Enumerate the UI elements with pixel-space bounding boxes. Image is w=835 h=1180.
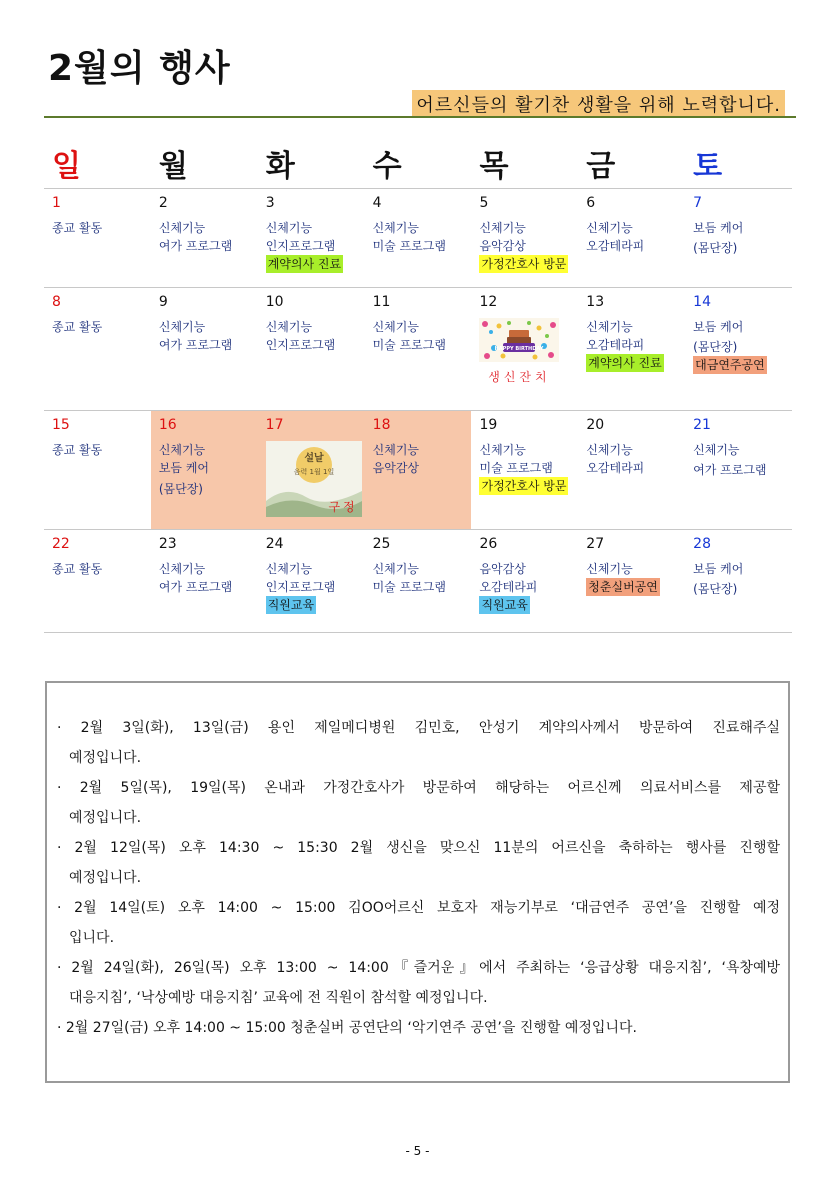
event-label: 신체기능 bbox=[586, 443, 633, 457]
event-label: 보듬 케어 bbox=[693, 562, 744, 576]
event-label: 음악감상 bbox=[479, 239, 526, 253]
calendar-day bbox=[258, 411, 365, 529]
notice-line: 예정입니다. bbox=[69, 750, 142, 766]
event-label: 신체기능 bbox=[586, 562, 633, 576]
event-caption: 생신잔치 bbox=[488, 370, 551, 384]
event-label: 신체기능 bbox=[479, 443, 526, 457]
event-label: 신체기능 bbox=[586, 320, 633, 334]
calendar-day bbox=[471, 411, 578, 529]
notice-line: · 2월 3일(화), 13일(금) 용인 제일메디병원 김민호, 안성기 계약의사께서 방문하여 진료해주실 bbox=[57, 720, 780, 736]
event-label: 신체기능 bbox=[479, 221, 526, 235]
lunar-new-year-image bbox=[266, 441, 362, 517]
event-highlight-tag: 가정간호사 방문 bbox=[481, 479, 567, 493]
calendar-day bbox=[578, 411, 685, 529]
notice-line: 예정입니다. bbox=[69, 870, 142, 886]
day-number: 5 bbox=[479, 195, 489, 211]
event-label: 인지프로그램 bbox=[265, 580, 336, 594]
weekday-label: 일 bbox=[52, 149, 81, 184]
notice-item bbox=[57, 713, 780, 773]
event-label: 오감테라피 bbox=[586, 461, 645, 475]
notice-line: 입니다. bbox=[69, 930, 115, 946]
event-highlight-tag: 대금연주공연 bbox=[695, 358, 765, 372]
day-number: 1 bbox=[52, 195, 61, 211]
birthday-banner-text: HAPPY BIRTHDAY bbox=[495, 346, 544, 352]
day-number: 4 bbox=[372, 195, 382, 211]
title-divider bbox=[44, 116, 796, 118]
calendar-day bbox=[258, 288, 365, 410]
calendar-day bbox=[151, 411, 258, 529]
calendar-day bbox=[471, 530, 578, 632]
event-label: (몸단장) bbox=[693, 241, 738, 255]
page-title: 2월의 행사 bbox=[48, 48, 231, 89]
weekday-label: 수 bbox=[372, 149, 402, 184]
day-number: 10 bbox=[265, 294, 284, 310]
calendar-day bbox=[365, 530, 472, 632]
event-label: 미술 프로그램 bbox=[372, 239, 446, 253]
day-number: 16 bbox=[158, 417, 177, 433]
seollal-title: 설날 bbox=[303, 453, 324, 464]
day-number: 25 bbox=[372, 536, 391, 552]
event-label: (몸단장) bbox=[693, 340, 738, 354]
weekday-label: 목 bbox=[479, 149, 509, 184]
event-label: 보듬 케어 bbox=[693, 320, 744, 334]
notice-line: · 2월 12일(목) 오후 14:30 ~ 15:30 2월 생신을 맞으신 11분의 어르신을 축하하는 행사를 진행할 bbox=[57, 840, 780, 856]
notice-line: · 2월 14일(토) 오후 14:00 ~ 15:00 김OO어르신 보호자 재능기부로 ‘대금연주 공연’을 진행할 예정 bbox=[57, 900, 780, 916]
event-label: 오감테라피 bbox=[586, 239, 645, 253]
event-label: 오감테라피 bbox=[586, 338, 645, 352]
notice-item bbox=[57, 1013, 780, 1043]
notice-box bbox=[45, 681, 790, 1083]
notice-line: 대응지침’, ‘낙상예방 대응지침’ 교육에 전 직원이 참석할 예정입니다. bbox=[69, 990, 488, 1006]
calendar-day bbox=[151, 530, 258, 632]
event-label: 미술 프로그램 bbox=[372, 338, 446, 352]
event-label: 종교 활동 bbox=[52, 562, 103, 576]
calendar-day bbox=[44, 288, 151, 410]
event-label: 인지프로그램 bbox=[265, 239, 336, 253]
day-number: 13 bbox=[586, 294, 605, 310]
event-label: 신체기능 bbox=[372, 443, 420, 457]
event-label: 종교 활동 bbox=[52, 320, 103, 334]
event-label: 여가 프로그램 bbox=[158, 580, 233, 594]
birthday-cake-image bbox=[479, 318, 559, 362]
calendar-week bbox=[44, 530, 792, 633]
page-subtitle: 어르신들의 활기찬 생활을 위해 노력합니다. bbox=[412, 90, 785, 118]
event-label: 신체기능 bbox=[372, 320, 419, 334]
event-label: 종교 활동 bbox=[52, 443, 103, 457]
day-number: 24 bbox=[265, 536, 284, 552]
day-number: 28 bbox=[693, 536, 711, 552]
calendar-day bbox=[685, 411, 792, 529]
event-label: 여가 프로그램 bbox=[693, 463, 767, 477]
event-caption: 구정 bbox=[328, 500, 358, 514]
day-number: 21 bbox=[693, 417, 711, 433]
event-label: (몸단장) bbox=[158, 482, 203, 496]
event-label: 신체기능 bbox=[158, 221, 206, 235]
day-number: 18 bbox=[372, 417, 391, 433]
notice-item bbox=[57, 893, 780, 953]
day-number: 22 bbox=[52, 536, 70, 552]
notice-line: · 2월 5일(목), 19일(목) 온내과 가정간호사가 방문하여 해당하는 어르신께 의료서비스를 제공할 bbox=[57, 780, 780, 796]
notice-item bbox=[57, 953, 780, 1013]
event-label: 신체기능 bbox=[693, 443, 740, 457]
monthly-calendar bbox=[44, 148, 792, 633]
notice-item bbox=[57, 833, 780, 893]
day-number: 15 bbox=[52, 417, 70, 433]
seollal-date-text: 음력 1월 1일 bbox=[293, 468, 334, 476]
page-number: - 5 - bbox=[405, 1144, 430, 1158]
calendar-day bbox=[151, 288, 258, 410]
day-number: 12 bbox=[479, 294, 498, 310]
calendar-day bbox=[258, 189, 365, 287]
calendar-day bbox=[685, 530, 792, 632]
calendar-day bbox=[44, 411, 151, 529]
notice-line: 예정입니다. bbox=[69, 810, 142, 826]
event-label: 신체기능 bbox=[265, 562, 313, 576]
event-highlight-tag: 가정간호사 방문 bbox=[481, 257, 567, 271]
calendar-day bbox=[151, 189, 258, 287]
event-label: 신체기능 bbox=[265, 221, 313, 235]
calendar-week bbox=[44, 411, 792, 530]
calendar-day bbox=[258, 530, 365, 632]
day-number: 20 bbox=[586, 417, 605, 433]
notice-line: · 2월 27일(금) 오후 14:00 ~ 15:00 청춘실버 공연단의 ‘악기연주 공연’을 진행할 예정입니다. bbox=[57, 1020, 637, 1036]
calendar-week bbox=[44, 288, 792, 411]
calendar-day bbox=[685, 288, 792, 410]
event-label: 오감테라피 bbox=[479, 580, 538, 594]
day-number: 27 bbox=[586, 536, 605, 552]
event-label: (몸단장) bbox=[693, 582, 738, 596]
event-label: 음악감상 bbox=[479, 562, 526, 576]
calendar-day bbox=[44, 189, 151, 287]
event-label: 신체기능 bbox=[158, 320, 206, 334]
weekday-label: 금 bbox=[586, 149, 616, 184]
calendar-day bbox=[471, 189, 578, 287]
day-number: 19 bbox=[479, 417, 498, 433]
day-number: 2 bbox=[158, 195, 168, 211]
calendar-day bbox=[578, 189, 685, 287]
event-label: 여가 프로그램 bbox=[158, 239, 233, 253]
calendar-day bbox=[365, 189, 472, 287]
notice-line: · 2월 24일(화), 26일(목) 오후 13:00 ~ 14:00『즐거운』에서 주최하는 ‘응급상황 대응지침’, ‘욕창예방 bbox=[57, 960, 780, 976]
day-number: 9 bbox=[158, 294, 168, 310]
event-label: 신체기능 bbox=[372, 562, 419, 576]
calendar-day bbox=[44, 530, 151, 632]
event-label: 신체기능 bbox=[372, 221, 419, 235]
event-highlight-tag: 직원교육 bbox=[267, 598, 315, 612]
calendar-day bbox=[471, 288, 578, 410]
event-label: 보듬 케어 bbox=[693, 221, 744, 235]
day-number: 23 bbox=[158, 536, 177, 552]
event-label: 미술 프로그램 bbox=[372, 580, 446, 594]
calendar-day bbox=[365, 411, 472, 529]
calendar-week bbox=[44, 189, 792, 288]
calendar-day bbox=[578, 288, 685, 410]
weekday-header bbox=[44, 148, 792, 189]
event-label: 신체기능 bbox=[586, 221, 633, 235]
day-number: 26 bbox=[479, 536, 498, 552]
day-number: 14 bbox=[693, 294, 711, 310]
day-number: 6 bbox=[586, 195, 596, 211]
calendar-day bbox=[578, 530, 685, 632]
event-highlight-tag: 계약의사 진료 bbox=[588, 356, 662, 370]
event-highlight-tag: 청춘실버공연 bbox=[588, 580, 658, 594]
weekday-label: 토 bbox=[693, 149, 723, 184]
event-label: 미술 프로그램 bbox=[479, 461, 553, 475]
event-highlight-tag: 직원교육 bbox=[481, 598, 528, 612]
event-highlight-tag: 계약의사 진료 bbox=[267, 257, 342, 271]
event-label: 신체기능 bbox=[265, 320, 313, 334]
event-label: 종교 활동 bbox=[52, 221, 103, 235]
event-label: 신체기능 bbox=[158, 443, 206, 457]
event-label: 여가 프로그램 bbox=[158, 338, 233, 352]
weekday-label: 화 bbox=[265, 149, 295, 184]
calendar-day bbox=[365, 288, 472, 410]
weekday-label: 월 bbox=[158, 149, 188, 184]
calendar-day bbox=[685, 189, 792, 287]
notice-item bbox=[57, 773, 780, 833]
day-number: 11 bbox=[372, 294, 391, 310]
day-number: 8 bbox=[52, 294, 61, 310]
day-number: 7 bbox=[693, 195, 703, 211]
event-label: 음악감상 bbox=[372, 461, 420, 475]
day-number: 3 bbox=[265, 195, 275, 211]
event-label: 인지프로그램 bbox=[265, 338, 336, 352]
event-label: 신체기능 bbox=[158, 562, 206, 576]
event-label: 보듬 케어 bbox=[158, 461, 210, 475]
day-number: 17 bbox=[265, 417, 284, 433]
